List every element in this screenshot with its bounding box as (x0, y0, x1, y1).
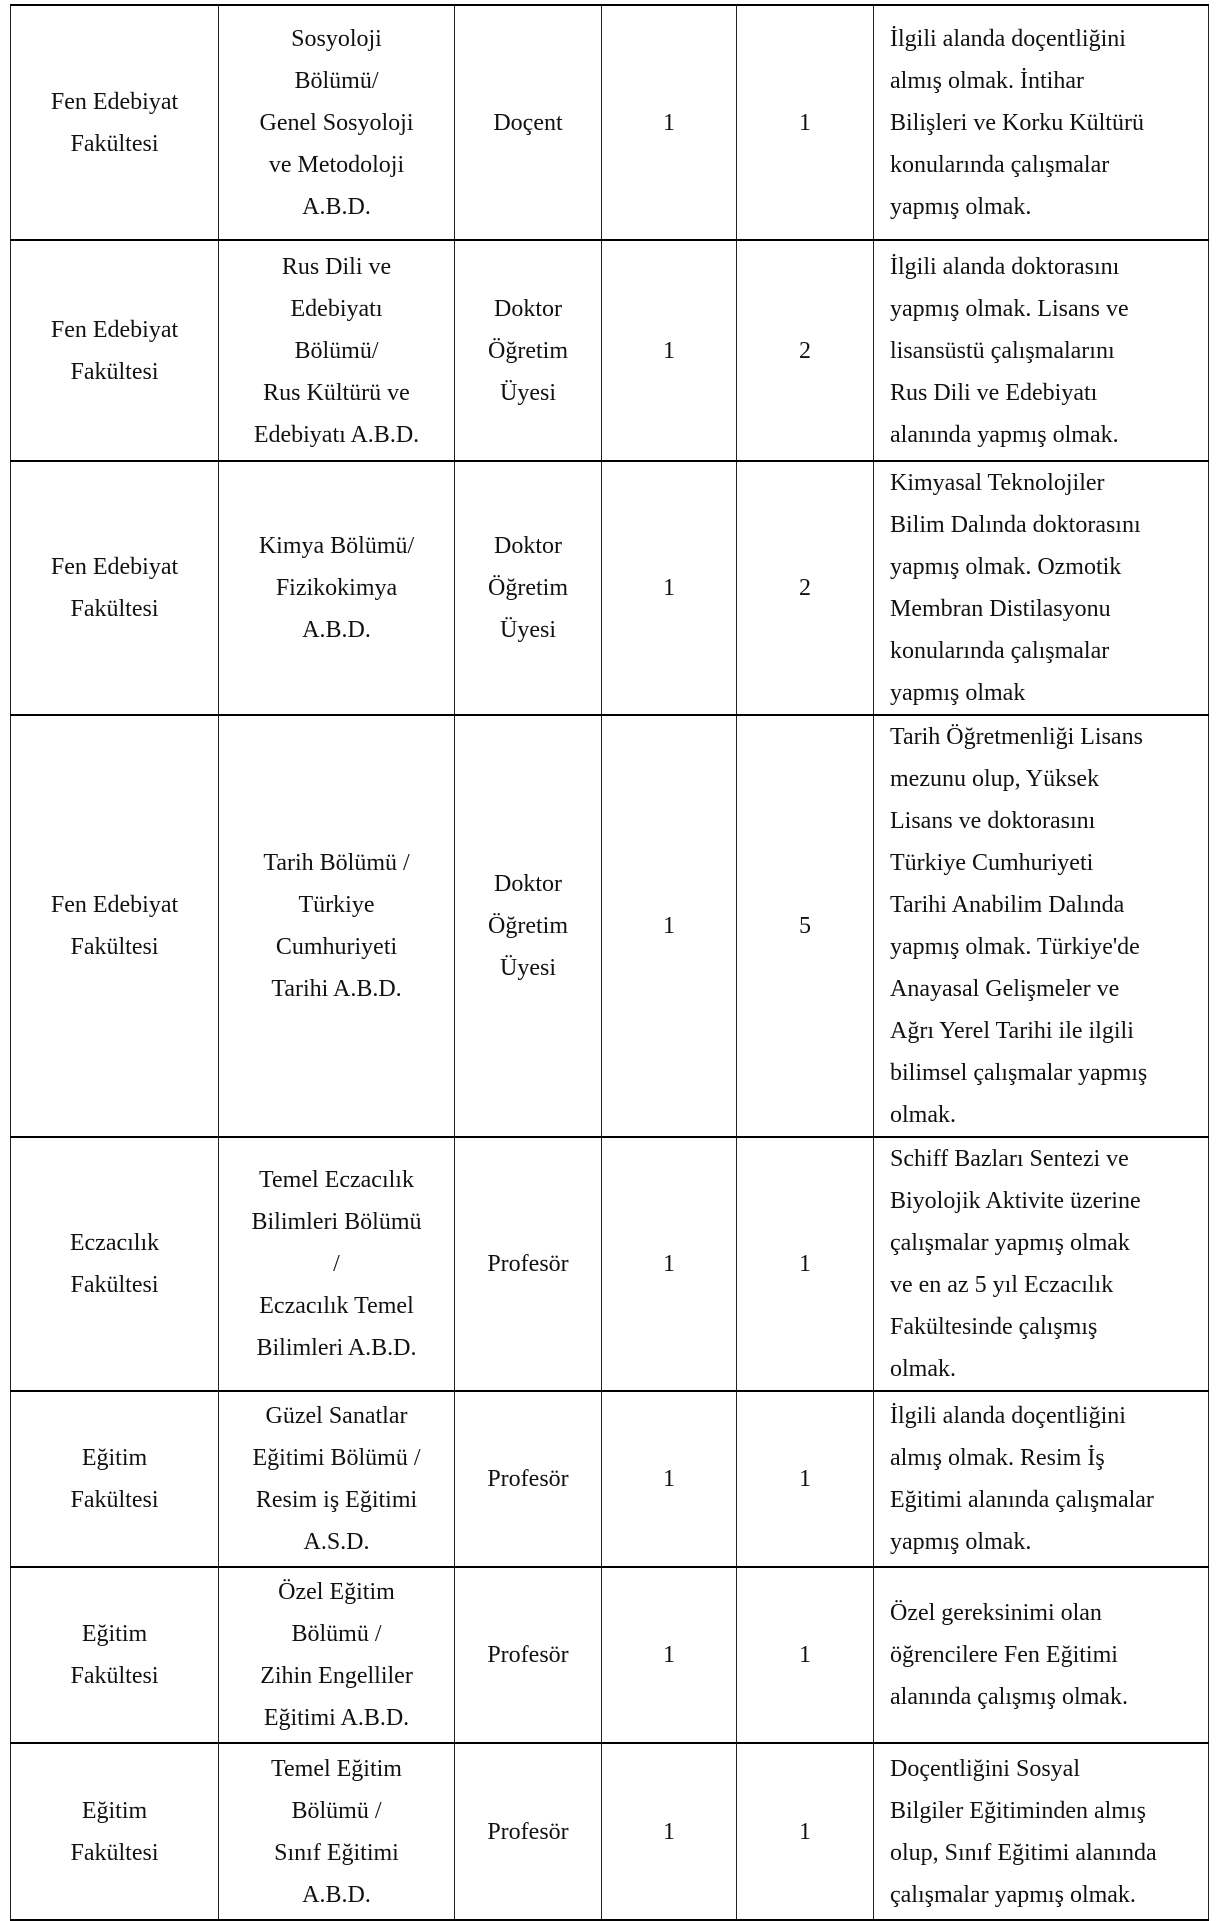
count-cell (737, 715, 874, 1137)
department: Kimya Bölümü/ Fizikokimya A.B.D. (258, 533, 415, 643)
department-cell (219, 461, 455, 715)
degree: 1 (663, 109, 675, 136)
table-row (11, 240, 1209, 461)
department-cell (219, 5, 455, 240)
position-count: 1 (799, 1466, 811, 1492)
department: Temel Eğitim Bölümü / Sınıf Eğitimi A.B.D. (271, 1755, 402, 1908)
count-cell (737, 461, 874, 715)
requirements-cell (874, 240, 1209, 461)
requirements-cell (874, 1391, 1209, 1567)
title-cell (455, 461, 602, 715)
faculty: Eğitim Fakültesi (70, 1797, 159, 1866)
degree: 1 (663, 913, 675, 939)
faculty-cell (11, 240, 219, 461)
faculty: Fen Edebiyat Fakültesi (50, 554, 179, 622)
table-row (11, 461, 1209, 715)
department-cell (219, 1567, 455, 1743)
title-cell (455, 1743, 602, 1920)
positions-table (10, 4, 1209, 1921)
faculty-cell (11, 1391, 219, 1567)
requirements-cell (874, 1567, 1209, 1743)
faculty-cell (11, 1567, 219, 1743)
title-cell (455, 240, 602, 461)
faculty: Eczacılık Fakültesi (69, 1230, 160, 1298)
requirements-cell (874, 1137, 1209, 1391)
table-row (11, 1391, 1209, 1567)
degree-cell (602, 1391, 737, 1567)
academic-title: Doktor Öğretim Üyesi (488, 871, 568, 981)
faculty-cell (11, 461, 219, 715)
position-count: 5 (799, 913, 811, 939)
faculty: Fen Edebiyat Fakültesi (50, 88, 179, 157)
academic-title: Doçent (493, 109, 563, 136)
department-cell (219, 1137, 455, 1391)
requirements-cell (874, 1743, 1209, 1920)
position-count: 1 (799, 109, 811, 136)
requirements-cell (874, 461, 1209, 715)
count-cell (737, 5, 874, 240)
title-cell (455, 715, 602, 1137)
academic-title: Profesör (487, 1466, 569, 1492)
department-cell (219, 715, 455, 1137)
position-count: 2 (799, 337, 811, 364)
department-cell (219, 1391, 455, 1567)
count-cell (737, 1743, 874, 1920)
department: Temel Eczacılık Bilimleri Bölümü / Eczacılık Temel Bilimleri A.B.D. (251, 1167, 422, 1361)
department-cell (219, 240, 455, 461)
degree-cell (602, 1743, 737, 1920)
degree: 1 (663, 575, 675, 601)
title-cell (455, 1567, 602, 1743)
count-cell (737, 1391, 874, 1567)
academic-title: Doktor Öğretim Üyesi (488, 533, 568, 643)
table-row (11, 1567, 1209, 1743)
faculty: Fen Edebiyat Fakültesi (50, 892, 179, 960)
academic-title: Profesör (487, 1251, 569, 1277)
requirements-cell (874, 5, 1209, 240)
faculty-cell (11, 715, 219, 1137)
faculty: Eğitim Fakültesi (70, 1621, 159, 1689)
department: Güzel Sanatlar Eğitimi Bölümü / Resim iş Eğitimi A.S.D. (252, 1403, 421, 1555)
position-count: 1 (799, 1251, 811, 1277)
department: Özel Eğitim Bölümü / Zihin Engelliler Eğitimi A.B.D. (260, 1579, 413, 1731)
department: Sosyoloji Bölümü/ Genel Sosyoloji ve Metodoloji A.B.D. (259, 25, 414, 220)
requirements: İlgili alanda doçentliğini almış olmak. Resim İş Eğitimi alanında çalışmalar yapmış olmak. (890, 1403, 1154, 1555)
degree: 1 (663, 337, 675, 364)
table-row (11, 5, 1209, 240)
faculty: Eğitim Fakültesi (70, 1445, 159, 1513)
degree-cell (602, 715, 737, 1137)
department-cell (219, 1743, 455, 1920)
title-cell (455, 1391, 602, 1567)
requirements: Tarih Öğretmenliği Lisans mezunu olup, Yüksek Lisans ve doktorasını Türkiye Cumhuriyeti Tarihi Anabilim Dalında yapmış olmak. Türkiye'de Anayasal Gelişmeler ve Ağrı Yerel Tarihi ile ilgili bilimsel çalışmalar yapmış olmak. (890, 724, 1148, 1128)
academic-title: Profesör (487, 1818, 569, 1845)
degree-cell (602, 1567, 737, 1743)
count-cell (737, 240, 874, 461)
degree: 1 (663, 1251, 675, 1277)
count-cell (737, 1567, 874, 1743)
requirements: Schiff Bazları Sentezi ve Biyolojik Aktivite üzerine çalışmalar yapmış olmak ve en az 5 yıl Eczacılık Fakültesinde çalışmış olmak. (890, 1146, 1141, 1382)
degree: 1 (663, 1642, 675, 1668)
title-cell (455, 5, 602, 240)
requirements-cell (874, 715, 1209, 1137)
degree-cell (602, 240, 737, 461)
department: Tarih Bölümü / Türkiye Cumhuriyeti Tarihi A.B.D. (263, 850, 410, 1002)
academic-title: Doktor Öğretim Üyesi (488, 295, 568, 406)
faculty-cell (11, 1137, 219, 1391)
table-row (11, 1743, 1209, 1920)
degree: 1 (663, 1466, 675, 1492)
requirements: İlgili alanda doktorasını yapmış olmak. Lisans ve lisansüstü çalışmalarını Rus Dili ve Edebiyatı alanında yapmış olmak. (890, 253, 1129, 448)
requirements: Kimyasal Teknolojiler Bilim Dalında doktorasını yapmış olmak. Ozmotik Membran Distilasyonu konularında çalışmalar yapmış olmak (890, 470, 1141, 706)
faculty-cell (11, 5, 219, 240)
degree-cell (602, 461, 737, 715)
department: Rus Dili ve Edebiyatı Bölümü/ Rus Kültürü ve Edebiyatı A.B.D. (253, 253, 420, 448)
position-count: 1 (799, 1642, 811, 1668)
degree-cell (602, 1137, 737, 1391)
title-cell (455, 1137, 602, 1391)
position-count: 2 (799, 575, 811, 601)
requirements: İlgili alanda doçentliğini almış olmak. İntihar Bilişleri ve Korku Kültürü konularında çalışmalar yapmış olmak. (890, 25, 1144, 220)
table-row (11, 715, 1209, 1137)
academic-title: Profesör (487, 1642, 569, 1668)
degree: 1 (663, 1818, 675, 1845)
degree-cell (602, 5, 737, 240)
faculty-cell (11, 1743, 219, 1920)
count-cell (737, 1137, 874, 1391)
requirements: Doçentliğini Sosyal Bilgiler Eğitiminden almış olup, Sınıf Eğitimi alanında çalışmalar yapmış olmak. (890, 1755, 1157, 1908)
faculty: Fen Edebiyat Fakültesi (50, 316, 179, 385)
position-count: 1 (799, 1818, 811, 1845)
requirements: Özel gereksinimi olan öğrencilere Fen Eğitimi alanında çalışmış olmak. (890, 1600, 1128, 1710)
table-row (11, 1137, 1209, 1391)
